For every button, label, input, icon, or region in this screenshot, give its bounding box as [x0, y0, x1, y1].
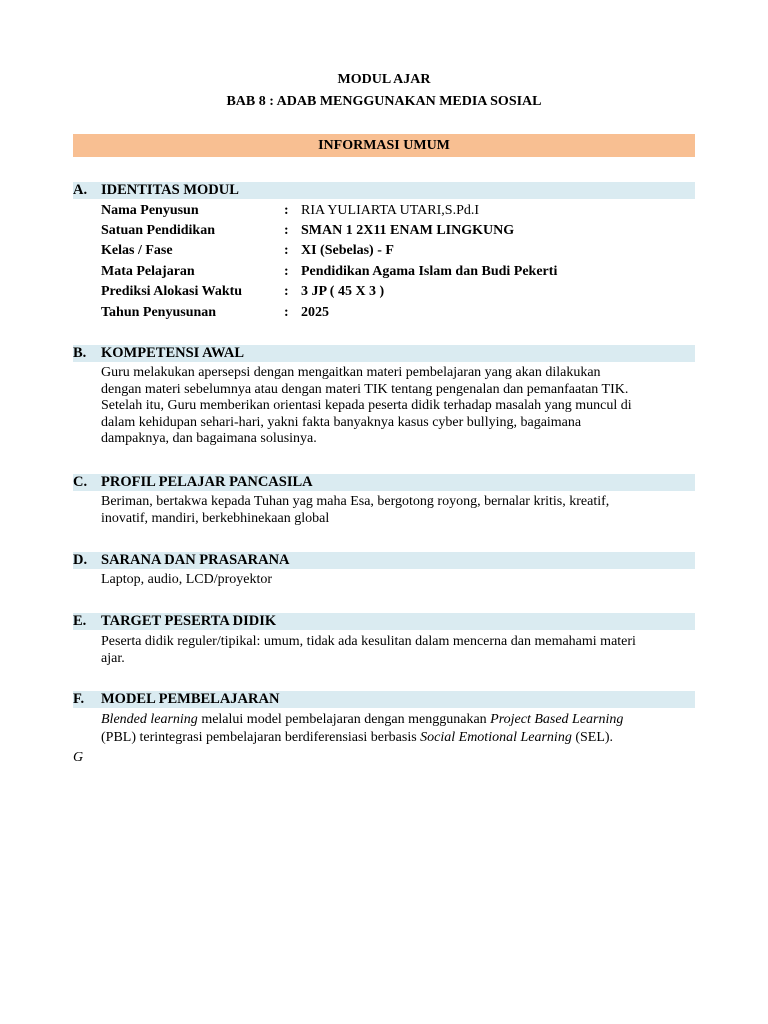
identity-colon: : [284, 203, 289, 218]
body-line: Peserta didik reguler/tipikal: umum, tidak ada kesulitan dalam mencerna dan memahami materi [101, 634, 636, 649]
body-line: inovatif, mandiri, berkebhinekaan global [101, 510, 330, 526]
profil-pelajar-text [101, 494, 695, 527]
identity-colon: : [284, 223, 289, 238]
body-line: ajar. [101, 650, 125, 666]
section-title: TARGET PESERTA DIDIK [101, 613, 277, 629]
body-line: dalam kehidupan sehari-hari, yakni fakta banyaknya kasus cyber bullying, bagaimana [101, 414, 582, 430]
stray-letter-g: G [73, 750, 84, 765]
text-segment: (SEL). [571, 730, 614, 745]
body-line: Beriman, bertakwa kepada Tuhan yag maha Esa, bergotong royong, bernalar kritis, kreatif, [101, 494, 610, 509]
identity-value: 3 JP ( 45 X 3 ) [301, 284, 385, 299]
identity-label: Satuan Pendidikan [101, 223, 215, 238]
identity-value: 2025 [301, 305, 329, 320]
identity-value: SMAN 1 2X11 ENAM LINGKUNG [301, 223, 515, 238]
identity-row-kelas-fase [101, 241, 695, 261]
kompetensi-awal-text [101, 365, 695, 448]
informasi-umum-banner: INFORMASI UMUM [73, 134, 695, 157]
body-line: dengan materi sebelumnya atau dengan materi TIK tentang pengenalan dan pemanfaatan TIK. [101, 381, 629, 397]
model-pembelajaran-text [101, 711, 695, 747]
identity-row-prediksi-alokasi-waktu [101, 282, 695, 302]
section-f-header [73, 691, 695, 708]
section-c-header [73, 474, 695, 491]
italic-term: Social Emotional Learning [420, 730, 572, 745]
section-letter: C. [73, 474, 88, 490]
body-line: Guru melakukan apersepsi dengan mengaitkan materi pembelajaran yang akan dilakukan [101, 365, 601, 380]
section-title: MODEL PEMBELAJARAN [101, 691, 280, 707]
target-peserta-text [101, 634, 695, 667]
identity-label: Nama Penyusun [101, 203, 199, 218]
identity-label: Mata Pelajaran [101, 264, 195, 279]
section-title: KOMPETENSI AWAL [101, 345, 245, 361]
identity-colon: : [284, 284, 289, 299]
text-segment: (PBL) terintegrasi pembelajaran berdiferensiasi berbasis [101, 730, 421, 745]
section-a-header [73, 182, 695, 199]
identity-label: Tahun Penyusunan [101, 305, 217, 320]
body-line [101, 729, 695, 747]
identity-colon: : [284, 264, 289, 279]
section-d-header [73, 552, 695, 569]
document-subtitle: BAB 8 : ADAB MENGGUNAKAN MEDIA SOSIAL [226, 94, 542, 109]
section-letter: F. [73, 691, 85, 707]
identity-row-satuan-pendidikan [101, 221, 695, 241]
identity-row-nama-penyusun [101, 201, 695, 221]
italic-term: Blended learning [101, 712, 198, 727]
identity-value: Pendidikan Agama Islam dan Budi Pekerti [301, 264, 558, 279]
section-b-header [73, 345, 695, 362]
section-title: IDENTITAS MODUL [101, 182, 239, 198]
text-segment: melalui model pembelajaran dengan menggunakan [197, 712, 491, 727]
identity-row-tahun-penyusunan [101, 303, 695, 323]
section-e-header [73, 613, 695, 630]
section-letter: A. [73, 182, 88, 198]
identity-row-mata-pelajaran [101, 262, 695, 282]
body-line: Laptop, audio, LCD/proyektor [101, 572, 273, 587]
identity-label: Kelas / Fase [101, 243, 173, 258]
section-letter: D. [73, 552, 88, 568]
identity-colon: : [284, 305, 289, 320]
section-letter: B. [73, 345, 87, 361]
italic-term: Project Based Learning [490, 712, 624, 727]
document-title: MODUL AJAR [337, 72, 431, 87]
sarana-prasarana-text [101, 572, 695, 589]
identity-value: RIA YULIARTA UTARI,S.Pd.I [301, 203, 480, 218]
body-line: dampaknya, dan bagaimana solusinya. [101, 431, 317, 447]
section-title: PROFIL PELAJAR PANCASILA [101, 474, 313, 490]
section-letter: E. [73, 613, 87, 629]
identity-colon: : [284, 243, 289, 258]
body-line [101, 711, 695, 729]
section-title: SARANA DAN PRASARANA [101, 552, 290, 568]
identity-label: Prediksi Alokasi Waktu [101, 284, 243, 299]
identity-value: XI (Sebelas) - F [301, 243, 394, 258]
body-line: Setelah itu, Guru memberikan orientasi kepada peserta didik terhadap masalah yang muncul di [101, 398, 632, 414]
